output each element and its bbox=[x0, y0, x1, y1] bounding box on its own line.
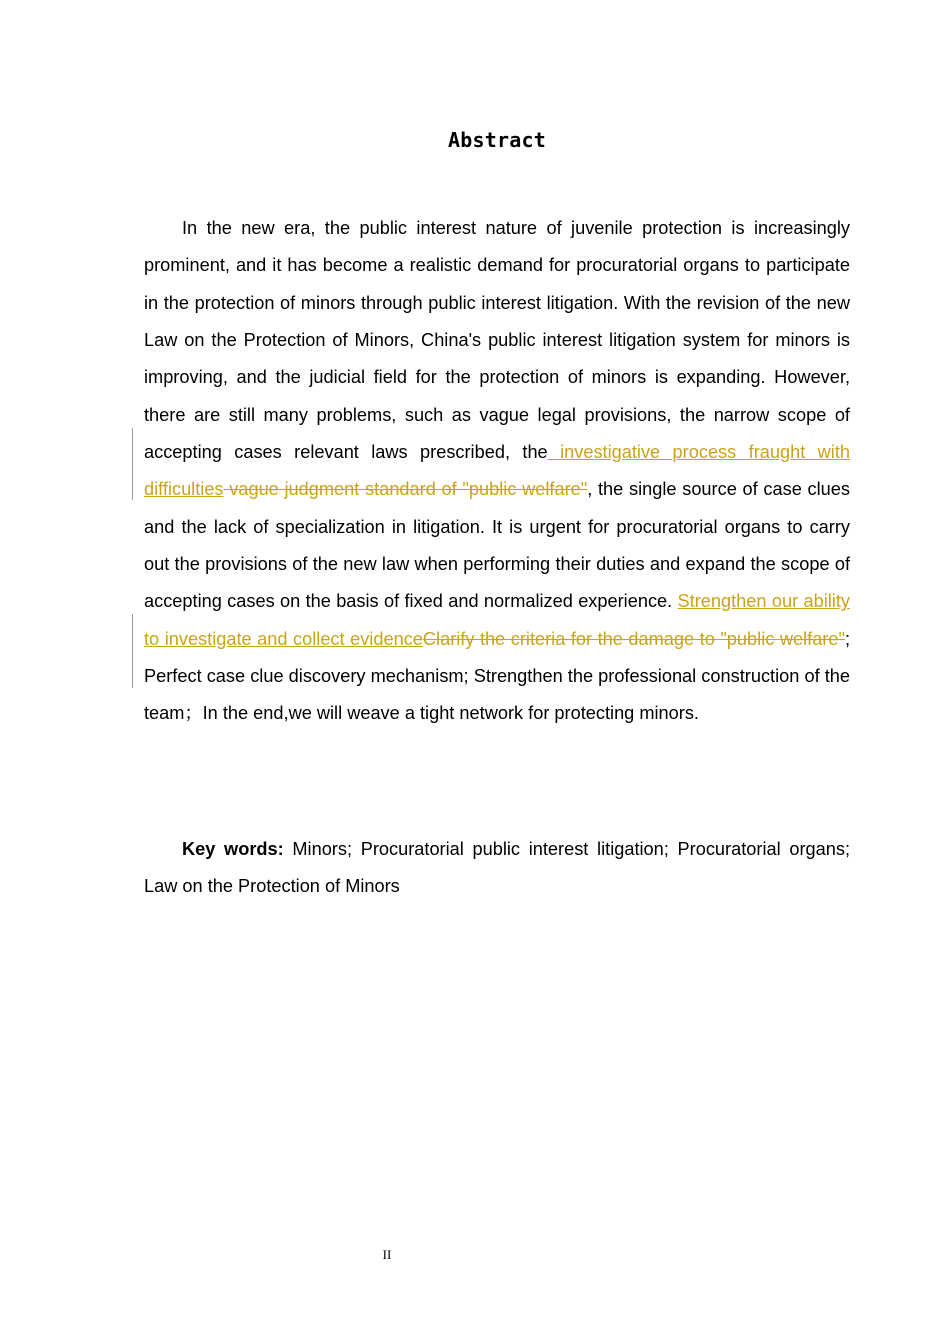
abstract-paragraph bbox=[144, 210, 850, 733]
abstract-text: , the single source of case clues and the lack of specialization in litigation. It is urgent for procuratorial organs to carry out the provisions of the new law when performing their duties and expand the scope of accepting cases on the basis of fixed and normalized experience. bbox=[144, 479, 851, 612]
keywords-paragraph bbox=[144, 831, 850, 906]
tracked-deletion[interactable]: vague judgment standard of "public welfare" bbox=[223, 479, 588, 500]
tracked-deletion[interactable]: Clarify the criteria for the damage to "public welfare" bbox=[422, 628, 845, 649]
abstract-title: Abstract bbox=[448, 128, 546, 152]
tracked-insertion[interactable]: investigative process fraught with difficulties bbox=[144, 442, 850, 500]
abstract-text: ; Perfect case clue discovery mechanism; Strengthen the professional construction of the team；In the end,we will weave a tight network for protecting minors. bbox=[144, 628, 850, 724]
tracked-insertion[interactable]: Strengthen our ability to investigate and collect evidence bbox=[144, 591, 850, 649]
change-bar bbox=[132, 428, 133, 500]
change-bar bbox=[132, 614, 133, 688]
keywords-text: Minors; Procuratorial public interest litigation; Procuratorial organs; Law on the Protection of Minors bbox=[144, 839, 850, 897]
keywords-label: Key words: bbox=[182, 839, 284, 859]
abstract-text: In the new era, the public interest nature of juvenile protection is increasingly prominent, and it has become a realistic demand for procuratorial organs to participate in the protection of minors through public interest litigation. With the revision of the new Law on the Protection of Minors, China's public interest litigation system for minors is improving, and the judicial field for the protection of minors is expanding. However, there are still many problems, such as vague legal provisions, the narrow scope of accepting cases relevant laws prescribed, the bbox=[144, 218, 850, 463]
page-number: II bbox=[382, 1247, 392, 1262]
